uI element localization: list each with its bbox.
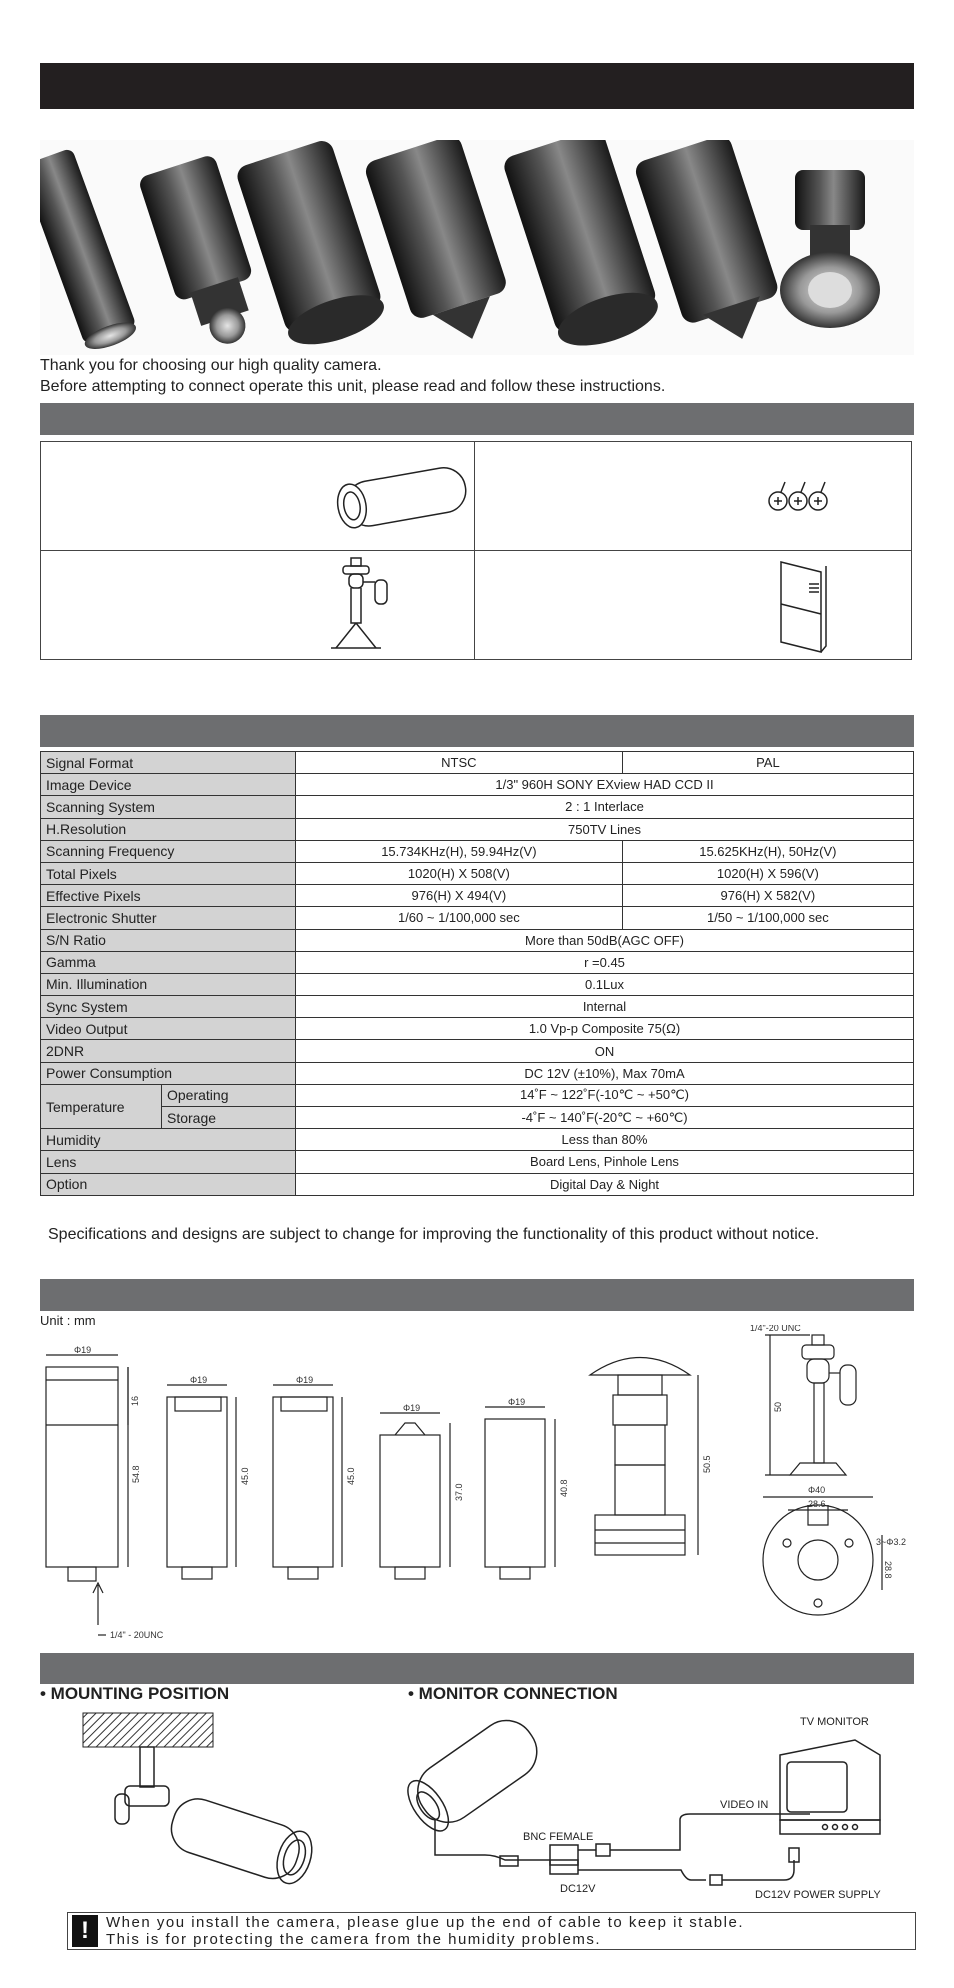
spec-label: 2DNR (41, 1040, 296, 1062)
dim-370: 37.0 (454, 1483, 464, 1501)
spec-ntsc: 976(H) X 494(V) (296, 885, 623, 907)
table-row (41, 752, 914, 774)
spec-label: Power Consumption (41, 1062, 296, 1084)
spec-value: Digital Day & Night (296, 1173, 914, 1195)
table-row (41, 973, 914, 995)
bracket-item-icon (331, 554, 411, 654)
unit-label: Unit : mm (40, 1313, 96, 1328)
table-row (41, 1173, 914, 1195)
table-row (41, 1151, 914, 1173)
spec-value: 0.1Lux (296, 973, 914, 995)
table-row (41, 907, 914, 929)
spec-label: H.Resolution (41, 818, 296, 840)
mounting-drawing (75, 1708, 375, 1908)
spec-label: Electronic Shutter (41, 907, 296, 929)
manual-item-icon (771, 554, 841, 654)
spec-label: Temperature (41, 1084, 162, 1128)
spec-label: Lens (41, 1151, 296, 1173)
table-row (41, 1129, 914, 1151)
video-in-label: VIDEO IN (720, 1799, 769, 1811)
spec-label: Sync System (41, 996, 296, 1018)
spec-pal: 1/50 ~ 1/100,000 sec (622, 907, 913, 929)
spec-value: DC 12V (±10%), Max 70mA (296, 1062, 914, 1084)
dim-16: 16 (130, 1395, 140, 1406)
spec-label: Option (41, 1173, 296, 1195)
spec-value: -4˚F ~ 140˚F(-20℃ ~ +60℃) (296, 1107, 914, 1129)
dim-50: 50 (773, 1401, 783, 1412)
dim-phi19-2: Φ19 (190, 1375, 208, 1385)
table-row (41, 996, 914, 1018)
specification-table (40, 751, 914, 1196)
spec-value: 2 : 1 Interlace (296, 796, 914, 818)
spec-pal: 976(H) X 582(V) (622, 885, 913, 907)
spec-label: Min. Illumination (41, 973, 296, 995)
table-row (41, 862, 914, 884)
spec-sub-label: Operating (162, 1084, 296, 1106)
spec-label: Humidity (41, 1129, 296, 1151)
contents-header (40, 403, 914, 435)
mounting-title: • MOUNTING POSITION (40, 1684, 230, 1703)
package-contents (40, 441, 912, 660)
screws-item-icon (766, 477, 836, 517)
table-row (41, 774, 914, 796)
warning-icon: ! (72, 1915, 98, 1947)
dim-phi19-4: Φ19 (403, 1403, 421, 1413)
dim-unc-bottom: 1/4" - 20UNC (110, 1630, 164, 1640)
spec-pal: 15.625KHz(H), 50Hz(V) (622, 840, 913, 862)
warning-line-1: When you install the camera, please glue up the end of cable to keep it stable. (106, 1914, 744, 1931)
intro-line-1: Thank you for choosing our high quality camera. (40, 357, 382, 374)
dim-548: 54.8 (131, 1465, 141, 1483)
intro-line-2: Before attempting to connect operate this unit, please read and follow these instructions. (40, 378, 666, 395)
spec-label: Video Output (41, 1018, 296, 1040)
spec-label: S/N Ratio (41, 929, 296, 951)
spec-pal: PAL (622, 752, 913, 774)
spec-value: Board Lens, Pinhole Lens (296, 1151, 914, 1173)
spec-value: 14˚F ~ 122˚F(-10℃ ~ +50℃) (296, 1084, 914, 1106)
spec-sub-label: Storage (162, 1107, 296, 1129)
table-row (41, 840, 914, 862)
dim-unc-top: 1/4"-20 UNC (750, 1325, 801, 1333)
dim-phi19-1: Φ19 (74, 1345, 92, 1355)
table-row (41, 1084, 914, 1106)
specification-header (40, 715, 914, 747)
table-row (41, 1040, 914, 1062)
spec-note: Specifications and designs are subject to change for improving the functionality of this product without notice. (48, 1226, 820, 1243)
spec-ntsc: NTSC (296, 752, 623, 774)
monitor-title: • MONITOR CONNECTION (408, 1684, 618, 1703)
dim-505: 50.5 (702, 1455, 712, 1473)
spec-value: ON (296, 1040, 914, 1062)
dim-286: 28.6 (808, 1499, 826, 1509)
spec-ntsc: 1/60 ~ 1/100,000 sec (296, 907, 623, 929)
spec-label: Total Pixels (41, 862, 296, 884)
table-row (41, 818, 914, 840)
spec-label: Signal Format (41, 752, 296, 774)
product-photo-strip (40, 140, 914, 355)
spec-label: Scanning Frequency (41, 840, 296, 862)
table-row (41, 1062, 914, 1084)
dim-408: 40.8 (559, 1479, 569, 1497)
spec-value: 1.0 Vp-p Composite 75(Ω) (296, 1018, 914, 1040)
dimensions-drawing (30, 1325, 924, 1650)
table-row (41, 1107, 914, 1129)
tv-monitor-label: TV MONITOR (800, 1716, 869, 1728)
title-bar (40, 63, 914, 109)
spec-label: Effective Pixels (41, 885, 296, 907)
dim-450-2: 45.0 (346, 1467, 356, 1485)
spec-label: Image Device (41, 774, 296, 796)
spec-pal: 1020(H) X 596(V) (622, 862, 913, 884)
spec-label: Gamma (41, 951, 296, 973)
spec-value: 750TV Lines (296, 818, 914, 840)
dc12v-label: DC12V (560, 1883, 596, 1895)
installation-header (40, 1653, 914, 1684)
spec-value: Internal (296, 996, 914, 1018)
table-row (41, 1018, 914, 1040)
bnc-female-label: BNC FEMALE (523, 1831, 594, 1843)
spec-ntsc: 1020(H) X 508(V) (296, 862, 623, 884)
spec-value: r =0.45 (296, 951, 914, 973)
table-row (41, 796, 914, 818)
spec-label: Scanning System (41, 796, 296, 818)
dim-288: 28.8 (883, 1561, 893, 1579)
dimensions-header (40, 1279, 914, 1311)
dim-holes: 3~Φ3.2 (876, 1537, 906, 1547)
dim-450-1: 45.0 (240, 1467, 250, 1485)
spec-value: 1/3" 960H SONY EXview HAD CCD II (296, 774, 914, 796)
table-row (41, 929, 914, 951)
spec-value: Less than 80% (296, 1129, 914, 1151)
power-supply-label: DC12V POWER SUPPLY (755, 1889, 881, 1901)
dim-phi40: Φ40 (808, 1485, 826, 1495)
spec-value: More than 50dB(AGC OFF) (296, 929, 914, 951)
warning-box (67, 1912, 916, 1950)
camera-item-icon (291, 457, 491, 537)
table-row (41, 951, 914, 973)
spec-ntsc: 15.734KHz(H), 59.94Hz(V) (296, 840, 623, 862)
monitor-connection-drawing (405, 1700, 915, 1910)
dim-phi19-3: Φ19 (296, 1375, 314, 1385)
warning-line-2: This is for protecting the camera from the humidity problems. (106, 1931, 601, 1948)
table-row (41, 885, 914, 907)
dim-phi19-5: Φ19 (508, 1397, 526, 1407)
